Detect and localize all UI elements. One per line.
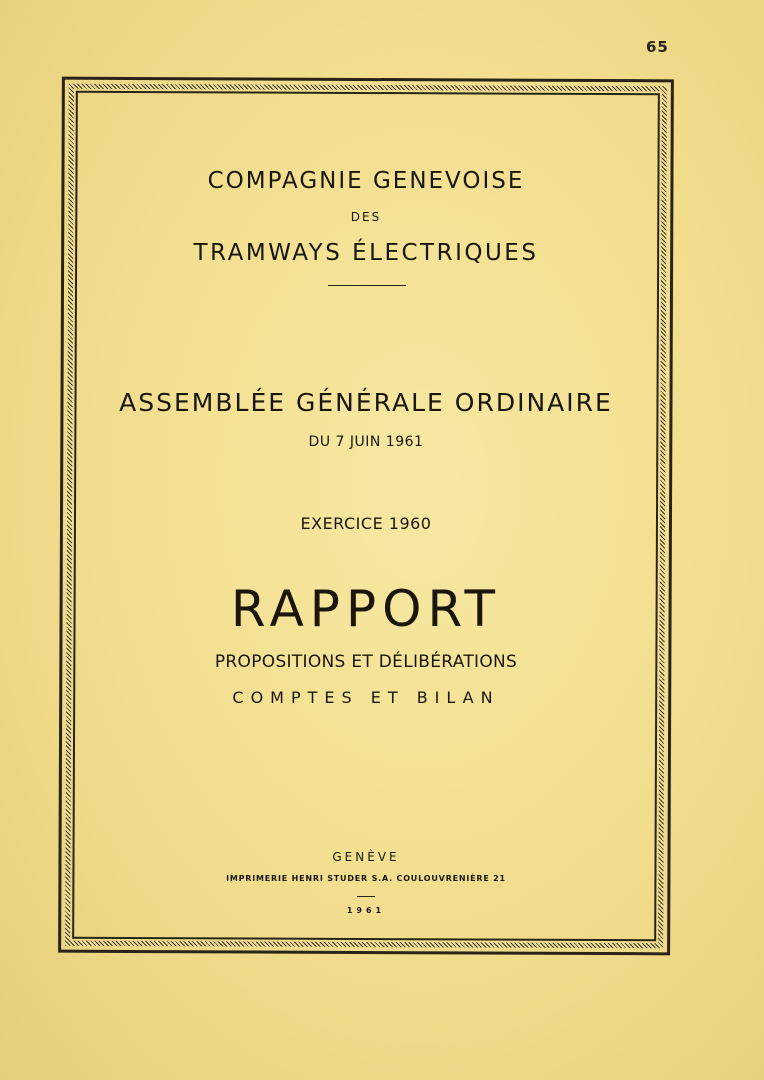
report-subtitle-propositions: PROPOSITIONS ET DÉLIBÉRATIONS bbox=[214, 652, 518, 672]
cover-content bbox=[60, 78, 672, 954]
page-number: 65 bbox=[646, 38, 669, 56]
company-name-connector: DES bbox=[350, 210, 382, 224]
report-title: RAPPORT bbox=[230, 580, 502, 638]
company-name-line1: COMPAGNIE GENEVOISE bbox=[207, 168, 525, 194]
assembly-date: DU 7 JUIN 1961 bbox=[308, 434, 424, 450]
report-subtitle-comptes: COMPTES ET BILAN bbox=[232, 688, 500, 707]
exercise-year: EXERCICE 1960 bbox=[300, 514, 432, 533]
assembly-title: ASSEMBLÉE GÉNÉRALE ORDINAIRE bbox=[119, 388, 613, 417]
imprint-year: 1961 bbox=[346, 906, 386, 915]
imprint-printer: IMPRIMERIE HENRI STUDER S.A. COULOUVRENIÈRE 21 bbox=[226, 874, 506, 883]
imprint-city: GENÈVE bbox=[332, 850, 400, 864]
title-divider bbox=[328, 285, 406, 286]
imprint-divider bbox=[357, 896, 375, 897]
company-name-line2: TRAMWAYS ÉLECTRIQUES bbox=[193, 240, 539, 266]
